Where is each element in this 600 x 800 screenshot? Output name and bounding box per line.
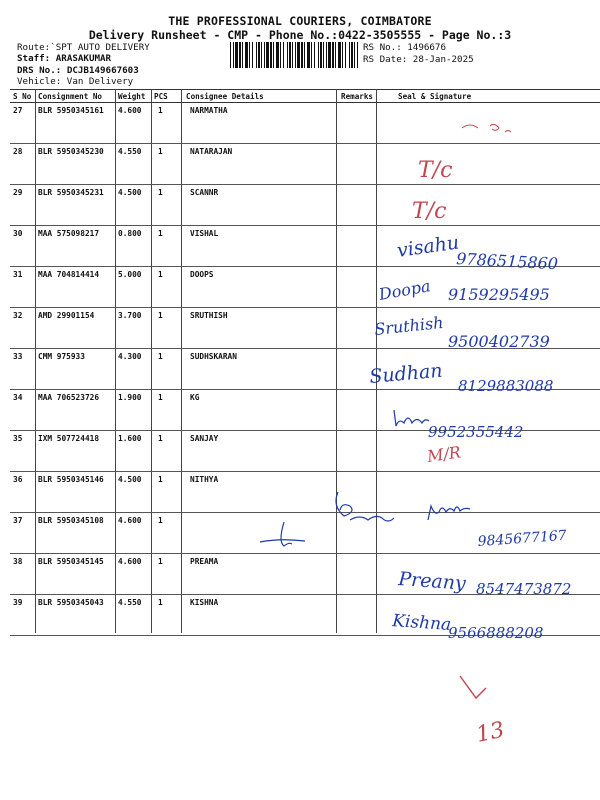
staff-value: ARASAKUMAR	[55, 53, 112, 64]
row-sno: 29	[13, 188, 23, 197]
row-consignment: BLR 5950345145	[38, 557, 104, 566]
row-consignment: BLR 5950345043	[38, 598, 104, 607]
row-consignee: KG	[190, 393, 200, 402]
row-weight: 5.000	[118, 270, 142, 279]
row-pcs: 1	[158, 352, 163, 361]
row-pcs: 1	[158, 229, 163, 238]
route-line: Route:`SPT AUTO DELIVERY	[17, 42, 150, 53]
row-sno: 38	[13, 557, 23, 566]
row-pcs: 1	[158, 393, 163, 402]
signature-scribble	[260, 522, 305, 546]
row-weight: 0.800	[118, 229, 142, 238]
row-consignment: MAA 704814414	[38, 270, 100, 279]
row-sno: 36	[13, 475, 23, 484]
handwritten-phone: 8129883088	[458, 377, 554, 395]
col-pcs: PCS	[154, 92, 168, 101]
row-weight: 4.500	[118, 188, 142, 197]
handwritten-phone: 9952355442	[428, 423, 524, 441]
row-consignee: SRUTHISH	[190, 311, 228, 320]
handwritten-phone: 8547473872	[476, 580, 572, 598]
handwritten-name: Preany	[397, 568, 467, 595]
col-sno: S No	[13, 92, 32, 101]
rs-number: RS No.: 1496676	[363, 42, 446, 53]
signature-scribble	[394, 410, 429, 426]
row-consignment: BLR 5950345108	[38, 516, 104, 525]
row-consignee: SCANNR	[190, 188, 219, 197]
row-sno: 37	[13, 516, 23, 525]
row-sno: 30	[13, 229, 23, 238]
row-weight: 1.900	[118, 393, 142, 402]
row-weight: 4.600	[118, 557, 142, 566]
drs-label: DRS No.:	[17, 65, 62, 76]
row-sno: 35	[13, 434, 23, 443]
row-consignee: SANJAY	[190, 434, 219, 443]
red-check-mark	[460, 676, 486, 698]
row-sno: 33	[13, 352, 23, 361]
row-pcs: 1	[158, 270, 163, 279]
handwritten-page-number: 13	[474, 717, 507, 748]
handwritten-phone: 9159295495	[448, 285, 550, 304]
row-weight: 4.600	[118, 516, 142, 525]
row-sno: 32	[13, 311, 23, 320]
row-pcs: 1	[158, 106, 163, 115]
vehicle-line: Vehicle: Van Delivery	[17, 76, 134, 87]
row-pcs: 1	[158, 188, 163, 197]
row-pcs: 1	[158, 516, 163, 525]
handwritten-name: Doopa	[377, 276, 432, 304]
col-seal-signature: Seal & Signature	[398, 92, 472, 101]
row-consignment: MAA 706523726	[38, 393, 100, 402]
row-weight: 4.550	[118, 147, 142, 156]
row-consignee: KISHNA	[190, 598, 219, 607]
row-consignment: BLR 5950345161	[38, 106, 104, 115]
row-consignment: MAA 575098217	[38, 229, 100, 238]
row-consignment: BLR 5950345146	[38, 475, 104, 484]
handwritten-name: Kishna	[391, 611, 452, 636]
handwritten-phone: 9500402739	[448, 332, 550, 351]
row-consignee: DOOPS	[190, 270, 214, 279]
handwritten-phone: 9566888208	[448, 624, 544, 642]
row-consignee: SUDHSKARAN	[190, 352, 237, 361]
row-consignee: NITHYA	[190, 475, 219, 484]
col-remarks: Remarks	[341, 92, 374, 101]
company-name: THE PROFESSIONAL COURIERS, COIMBATORE	[168, 14, 432, 28]
row-pcs: 1	[158, 311, 163, 320]
col-consignee: Consignee Details	[186, 92, 264, 101]
row-sno: 28	[13, 147, 23, 156]
handwritten-name: Sruthish	[373, 312, 445, 339]
row-pcs: 1	[158, 475, 163, 484]
col-consignment: Consignment No	[38, 92, 103, 101]
row-pcs: 1	[158, 557, 163, 566]
row-consignment: CMM 975933	[38, 352, 85, 361]
handwritten-name: Sudhan	[368, 359, 444, 388]
row-weight: 4.500	[118, 475, 142, 484]
handwritten-phone: 9845677167	[477, 527, 568, 550]
row-weight: 1.600	[118, 434, 142, 443]
handwritten-phone: 9786515860	[455, 249, 559, 274]
row-pcs: 1	[158, 434, 163, 443]
row-weight: 4.300	[118, 352, 142, 361]
row-sno: 31	[13, 270, 23, 279]
row-pcs: 1	[158, 147, 163, 156]
runsheet-title: Delivery Runsheet - CMP - Phone No.:0422-3505555 - Page No.:3	[88, 28, 512, 42]
handwritten-remark: M/R	[425, 442, 463, 466]
row-consignee: PREAMA	[190, 557, 219, 566]
staff-label: Staff:	[17, 53, 51, 64]
row-consignee: NARMATHA	[190, 106, 228, 115]
rs-date: RS Date: 28-Jan-2025	[363, 54, 474, 65]
handwritten-name: visahu	[395, 231, 461, 262]
row-consignment: AMD 29901154	[38, 311, 95, 320]
row-consignment: IXM 507724418	[38, 434, 100, 443]
row-sno: 39	[13, 598, 23, 607]
row-sno: 34	[13, 393, 23, 402]
row-consignment: BLR 5950345230	[38, 147, 104, 156]
row-weight: 4.600	[118, 106, 142, 115]
row-weight: 4.550	[118, 598, 142, 607]
signature-scribble	[428, 506, 470, 520]
row-sno: 27	[13, 106, 23, 115]
row-weight: 3.700	[118, 311, 142, 320]
row-consignee: NATARAJAN	[190, 147, 233, 156]
handwritten-tc: T/c	[412, 199, 447, 224]
red-scribble	[462, 124, 511, 132]
row-consignment: BLR 5950345231	[38, 188, 104, 197]
row-consignee: VISHAL	[190, 229, 219, 238]
row-pcs: 1	[158, 598, 163, 607]
drs-value: DCJB149667603	[66, 65, 139, 76]
handwritten-tc: T/c	[418, 158, 453, 183]
signature-scribble	[336, 492, 394, 521]
col-weight: Weight	[118, 92, 146, 101]
